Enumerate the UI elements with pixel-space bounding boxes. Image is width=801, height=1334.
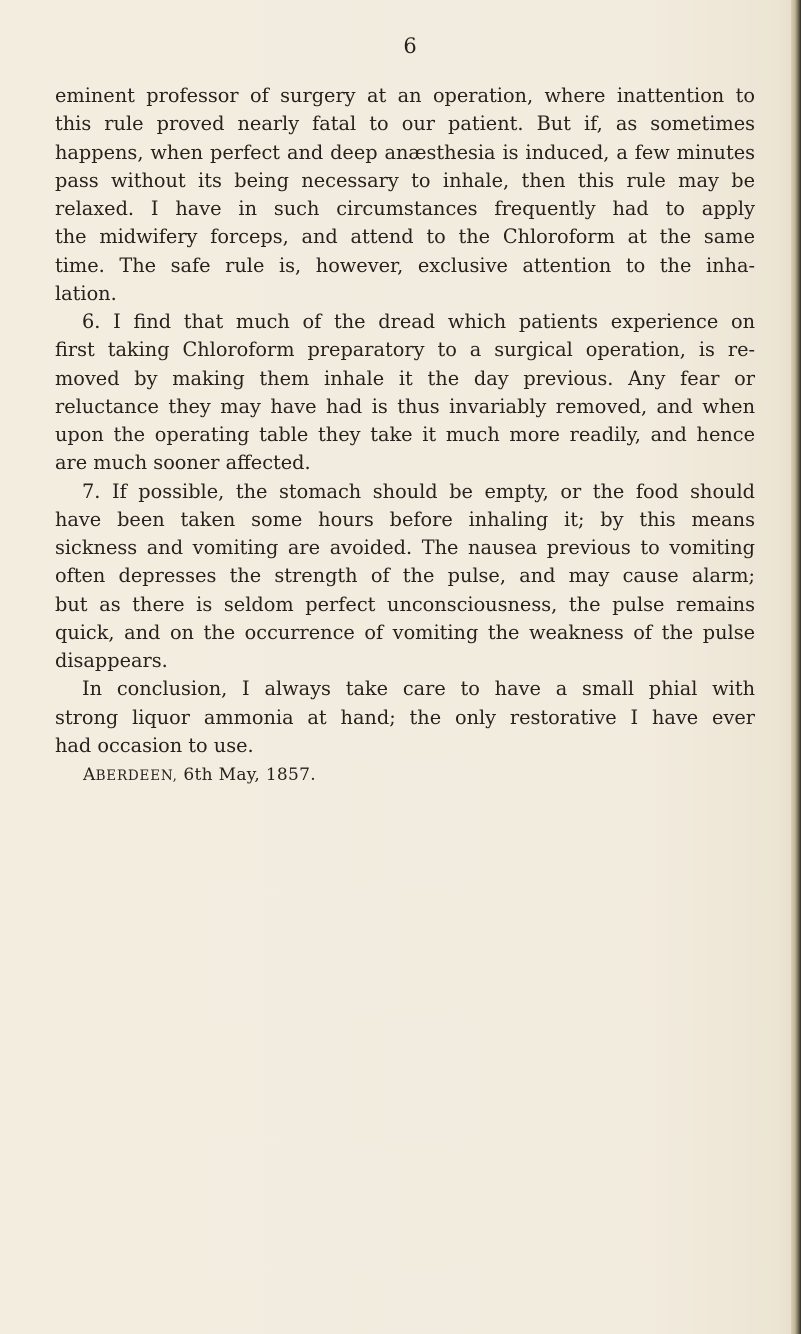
place-name: BERDEEN,: [95, 768, 178, 784]
text-line: are much sooner affected.: [55, 451, 311, 475]
place-date-signature: [83, 763, 316, 788]
text-line: eminent professor of surgery at an operation, where inattention to: [55, 84, 755, 107]
text-line: time. The safe rule is, however, exclusive attention to the inha-: [55, 253, 755, 277]
text-line: relaxed. I have in such circumstances frequently had to apply: [55, 197, 755, 220]
text-line: happens, when perfect and deep anæsthesia is induced, a few minutes: [55, 140, 755, 164]
signature-date: 6th May, 1857.: [183, 765, 316, 785]
text-line: lation.: [55, 281, 117, 305]
text-line: upon the operating table they take it much more readily, and hence: [55, 423, 755, 446]
text-line: often depresses the strength of the pulse, and may cause alarm;: [55, 564, 755, 588]
text-line: disappears.: [55, 649, 168, 672]
text-line: strong liquor ammonia at hand; the only restorative I have ever: [55, 705, 755, 729]
paragraph-6-start: 6. I find that much of the dread which patients experience on: [82, 310, 755, 333]
text-line: quick, and on the occurrence of vomiting the weakness of the pulse: [55, 620, 755, 644]
text-line: but as there is seldom perfect unconsciousness, the pulse remains: [55, 592, 755, 616]
text-line: this rule proved nearly fatal to our patient. But if, as sometimes: [55, 112, 755, 136]
place-initial: A: [83, 765, 96, 785]
text-line: moved by making them inhale it the day previous. Any fear or: [55, 366, 755, 390]
body-text: [55, 82, 755, 760]
paragraph-7-start: 7. If possible, the stomach should be empty, or the food should: [82, 479, 755, 503]
page-edge-shadow: [791, 0, 801, 1334]
text-line: first taking Chloroform preparatory to a surgical operation, is re-: [55, 338, 755, 362]
conclusion-paragraph-start: In conclusion, I always take care to have a small phial with: [82, 677, 755, 701]
text-line: sickness and vomiting are avoided. The nausea previous to vomiting: [55, 536, 755, 559]
text-line: had occasion to use.: [55, 733, 254, 757]
text-line: the midwifery forceps, and attend to the Chloroform at the same: [55, 225, 755, 249]
text-line: reluctance they may have had is thus invariably removed, and when: [55, 394, 755, 418]
text-line: have been taken some hours before inhaling it; by this means: [55, 507, 755, 531]
text-line: pass without its being necessary to inhale, then this rule may be: [55, 168, 755, 192]
page-number: 6: [403, 34, 417, 58]
